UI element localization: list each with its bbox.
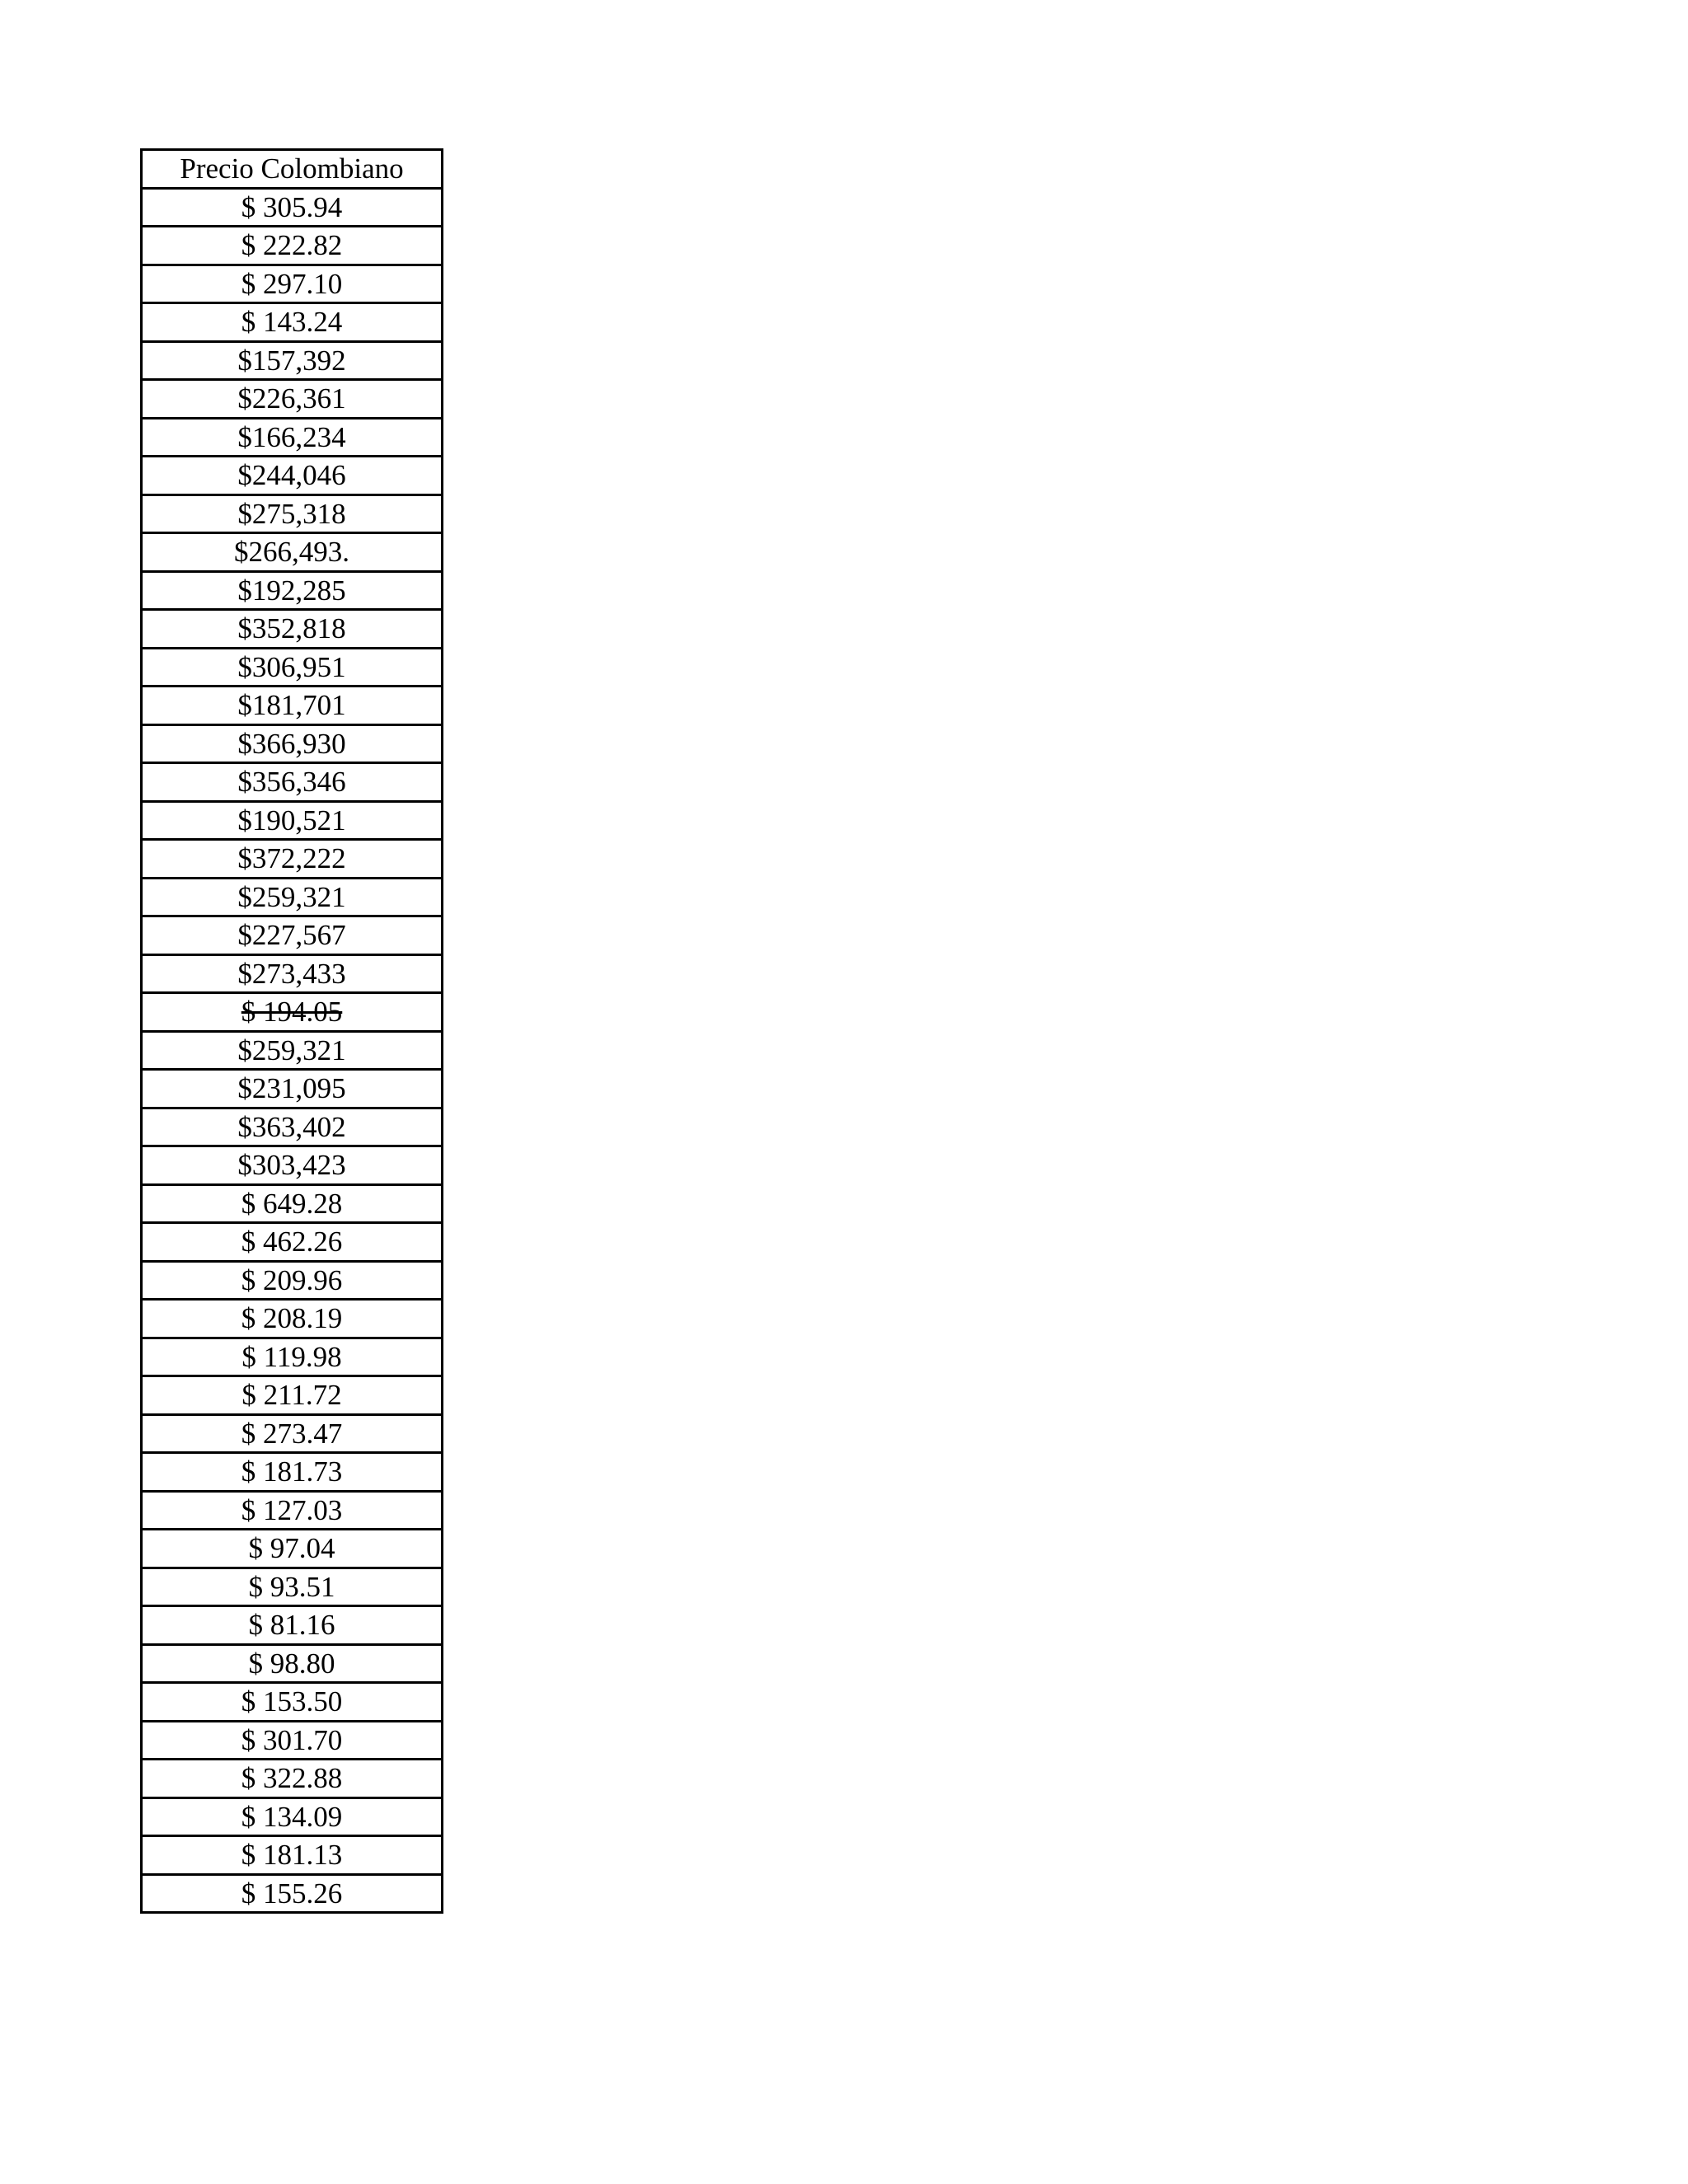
price-value: $306,951 [237,650,346,683]
table-row [142,610,443,649]
price-value: $ 322.88 [241,1762,343,1795]
price-value: $303,423 [237,1149,346,1182]
price-cell[interactable] [142,954,443,993]
price-value: $ 305.94 [241,190,343,223]
table-row [142,188,443,227]
price-cell[interactable] [142,1300,443,1338]
table-row [142,878,443,916]
price-value: $ 194.05 [241,996,343,1029]
table-row [142,1070,443,1108]
price-value: $352,818 [237,612,346,645]
price-cell[interactable] [142,494,443,533]
table-row [142,341,443,380]
price-value: $ 209.96 [241,1263,343,1296]
price-value: $366,930 [237,727,346,760]
price-value: $ 93.51 [248,1570,335,1603]
table-row [142,1300,443,1338]
price-value: $ 97.04 [248,1532,335,1565]
price-cell[interactable] [142,878,443,916]
table-row [142,687,443,725]
price-value: $ 81.16 [248,1609,335,1642]
table-row [142,494,443,533]
price-cell[interactable] [142,1261,443,1300]
table-row [142,1760,443,1798]
price-value: $244,046 [237,459,346,492]
price-value: $ 181.73 [241,1455,343,1488]
price-cell[interactable] [142,1836,443,1875]
price-value: $ 462.26 [241,1226,343,1258]
price-cell[interactable] [142,380,443,419]
price-cell[interactable] [142,610,443,649]
price-cell[interactable] [142,1338,443,1376]
table-body [142,188,443,1913]
price-value: $ 301.70 [241,1723,343,1756]
price-value: $ 211.72 [241,1379,342,1412]
price-value: $ 134.09 [241,1800,343,1833]
table-row [142,303,443,342]
price-value: $231,095 [237,1072,346,1105]
price-cell[interactable] [142,1453,443,1492]
price-value: $ 649.28 [241,1187,343,1220]
table-row [142,1797,443,1836]
price-cell[interactable] [142,1414,443,1453]
table-row [142,265,443,303]
price-cell[interactable] [142,1530,443,1568]
price-value: $363,402 [237,1110,346,1143]
table-row [142,1414,443,1453]
price-cell[interactable] [142,1376,443,1415]
price-value: $266,493. [234,536,349,569]
table-row [142,227,443,265]
price-value: $192,285 [237,574,346,607]
table-row [142,1644,443,1683]
price-value: $190,521 [237,804,346,837]
price-value: $ 181.13 [241,1839,343,1872]
table-row [142,418,443,457]
price-cell[interactable] [142,1644,443,1683]
table-row [142,954,443,993]
price-value: $356,346 [237,766,346,799]
table-row [142,380,443,419]
price-cell[interactable] [142,265,443,303]
price-value: $275,318 [237,497,346,530]
price-value: $ 273.47 [241,1417,343,1450]
price-value: $ 222.82 [241,229,343,262]
price-value: $ 98.80 [248,1647,335,1680]
price-cell[interactable] [142,1491,443,1530]
price-cell[interactable] [142,1108,443,1146]
table-row [142,1108,443,1146]
price-cell[interactable] [142,1146,443,1185]
table-row [142,571,443,610]
price-value: $259,321 [237,1033,346,1066]
table-row [142,457,443,495]
price-cell[interactable] [142,1031,443,1070]
price-cell[interactable] [142,227,443,265]
price-cell[interactable] [142,341,443,380]
table-row [142,648,443,687]
table-row [142,1453,443,1492]
price-value: $226,361 [237,382,346,415]
price-value: $ 127.03 [241,1493,343,1526]
price-value: $ 297.10 [241,267,343,300]
price-value: $227,567 [237,919,346,952]
table-row [142,1031,443,1070]
price-cell[interactable] [142,801,443,840]
price-cell[interactable] [142,1683,443,1722]
price-cell[interactable] [142,1760,443,1798]
table-row [142,533,443,572]
table-row [142,801,443,840]
price-value: $ 143.24 [241,306,343,339]
price-value: $ 119.98 [241,1340,342,1373]
price-cell[interactable] [142,188,443,227]
table-row [142,1184,443,1223]
table-row [142,1568,443,1606]
price-cell[interactable] [142,1568,443,1606]
price-value: $ 153.50 [241,1685,343,1718]
price-cell[interactable] [142,1223,443,1262]
price-value: $181,701 [237,689,346,722]
price-value: $ 208.19 [241,1302,343,1335]
table-row [142,1683,443,1722]
price-cell[interactable] [142,1721,443,1760]
price-cell[interactable] [142,1797,443,1836]
table-row [142,1261,443,1300]
price-cell[interactable] [142,533,443,572]
table-row [142,1376,443,1415]
price-cell[interactable] [142,993,443,1032]
table-row [142,1146,443,1185]
price-value: $ 155.26 [241,1877,343,1910]
price-table [140,148,443,1914]
price-value: $166,234 [237,420,346,453]
price-value: $157,392 [237,344,346,377]
table-row [142,724,443,763]
price-cell[interactable] [142,916,443,955]
table-header-row [142,150,443,189]
price-value: $259,321 [237,880,346,913]
price-cell[interactable] [142,724,443,763]
column-header-precio-colombiano: Precio Colombiano [142,150,443,189]
price-value: $273,433 [237,957,346,990]
table-row [142,993,443,1032]
price-cell[interactable] [142,1184,443,1223]
table-row [142,1338,443,1376]
price-cell[interactable] [142,1874,443,1913]
price-cell[interactable] [142,1606,443,1645]
table-row [142,1721,443,1760]
table-row [142,1606,443,1645]
table-row [142,916,443,955]
price-cell[interactable] [142,840,443,879]
table-row [142,1530,443,1568]
table-row [142,1836,443,1875]
price-cell[interactable] [142,763,443,802]
table-row [142,1491,443,1530]
price-cell[interactable] [142,418,443,457]
price-cell[interactable] [142,457,443,495]
table-row [142,1874,443,1913]
price-cell[interactable] [142,571,443,610]
price-value: $372,222 [237,842,346,875]
price-cell[interactable] [142,648,443,687]
table-row [142,840,443,879]
price-cell[interactable] [142,687,443,725]
table-row [142,763,443,802]
price-cell[interactable] [142,1070,443,1108]
table-row [142,1223,443,1262]
price-cell[interactable] [142,303,443,342]
